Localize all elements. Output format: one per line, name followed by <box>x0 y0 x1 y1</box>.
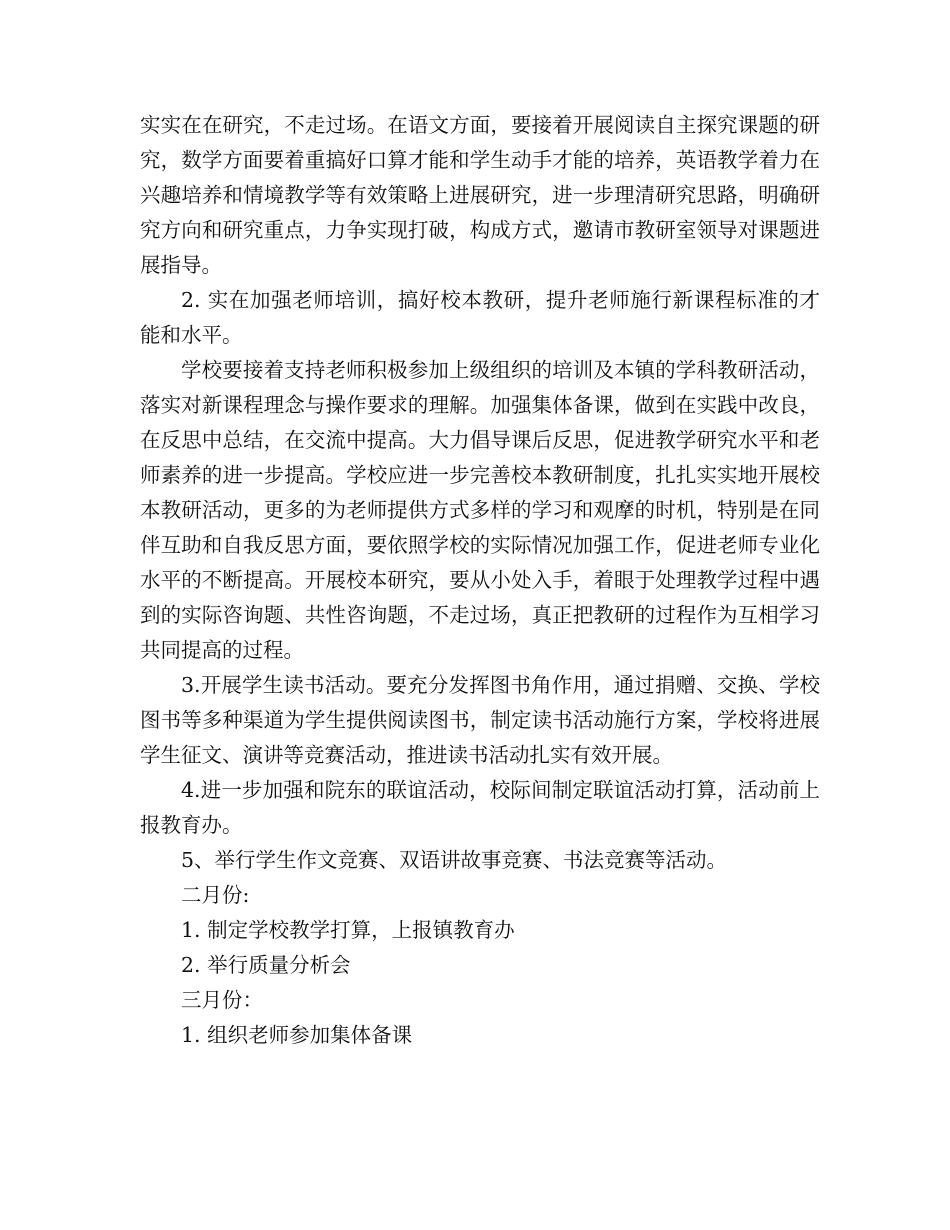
paragraph-school-support: 学校要接着支持老师积极参加上级组织的培训及本镇的学科教研活动，落实对新课程理念与操作要求的理解。加强集体备课，做到在实践中改良，在反思中总结，在交流中提高。大力倡导课后反思，促进教学研究水平和老师素养的进一步提高。学校应进一步完善校本教研制度，扎扎实实地开展校本教研活动，更多的为老师提供方式多样的学习和观摩的时机，特别是在同伴互助和自我反思方面，要依照学校的实际情况加强工作，促进老师专业化水平的不断提高。开展校本研究，要从小处入手，着眼于处理教学过程中遇到的实际咨询题、共性咨询题，不走过场，真正把教研的过程作为互相学习共同提高的过程。 <box>140 358 820 662</box>
paragraph-competitions: 5、举行学生作文竞赛、双语讲故事竞赛、书法竞赛等活动。 <box>181 848 728 872</box>
heading-february: 二月份: <box>181 883 250 907</box>
paragraph-friendship-activity: 4.进一步加强和院东的联谊活动，校际间制定联谊活动打算，活动前上报教育办。 <box>140 778 820 837</box>
document-body <box>140 108 820 1053</box>
paragraph-reading-activity: 3.开展学生读书活动。要充分发挥图书角作用，通过捐赠、交换、学校图书等多种渠道为学生提供阅读图书，制定读书活动施行方案，学校将进展学生征文、演讲等竞赛活动，推进读书活动扎实有效开展。 <box>140 673 820 767</box>
paragraph-teacher-training: 2. 实在加强老师培训，搞好校本教研，提升老师施行新课程标准的才能和水平。 <box>140 288 820 347</box>
list-item-feb-2: 2. 举行质量分析会 <box>181 953 351 977</box>
paragraph-research-continuation: 实实在在研究，不走过场。在语文方面，要接着开展阅读自主探究课题的研究，数学方面要着重搞好口算才能和学生动手才能的培养，英语教学着力在兴趣培养和情境教学等有效策略上进展研究，进一步理清研究思路，明确研究方向和研究重点，力争实现打破，构成方式，邀请市教研室领导对课题进展指导。 <box>140 113 820 277</box>
heading-march: 三月份： <box>181 988 263 1012</box>
list-item-mar-1: 1. 组织老师参加集体备课 <box>181 1023 413 1047</box>
list-item-feb-1: 1. 制定学校教学打算，上报镇教育办 <box>181 918 515 942</box>
